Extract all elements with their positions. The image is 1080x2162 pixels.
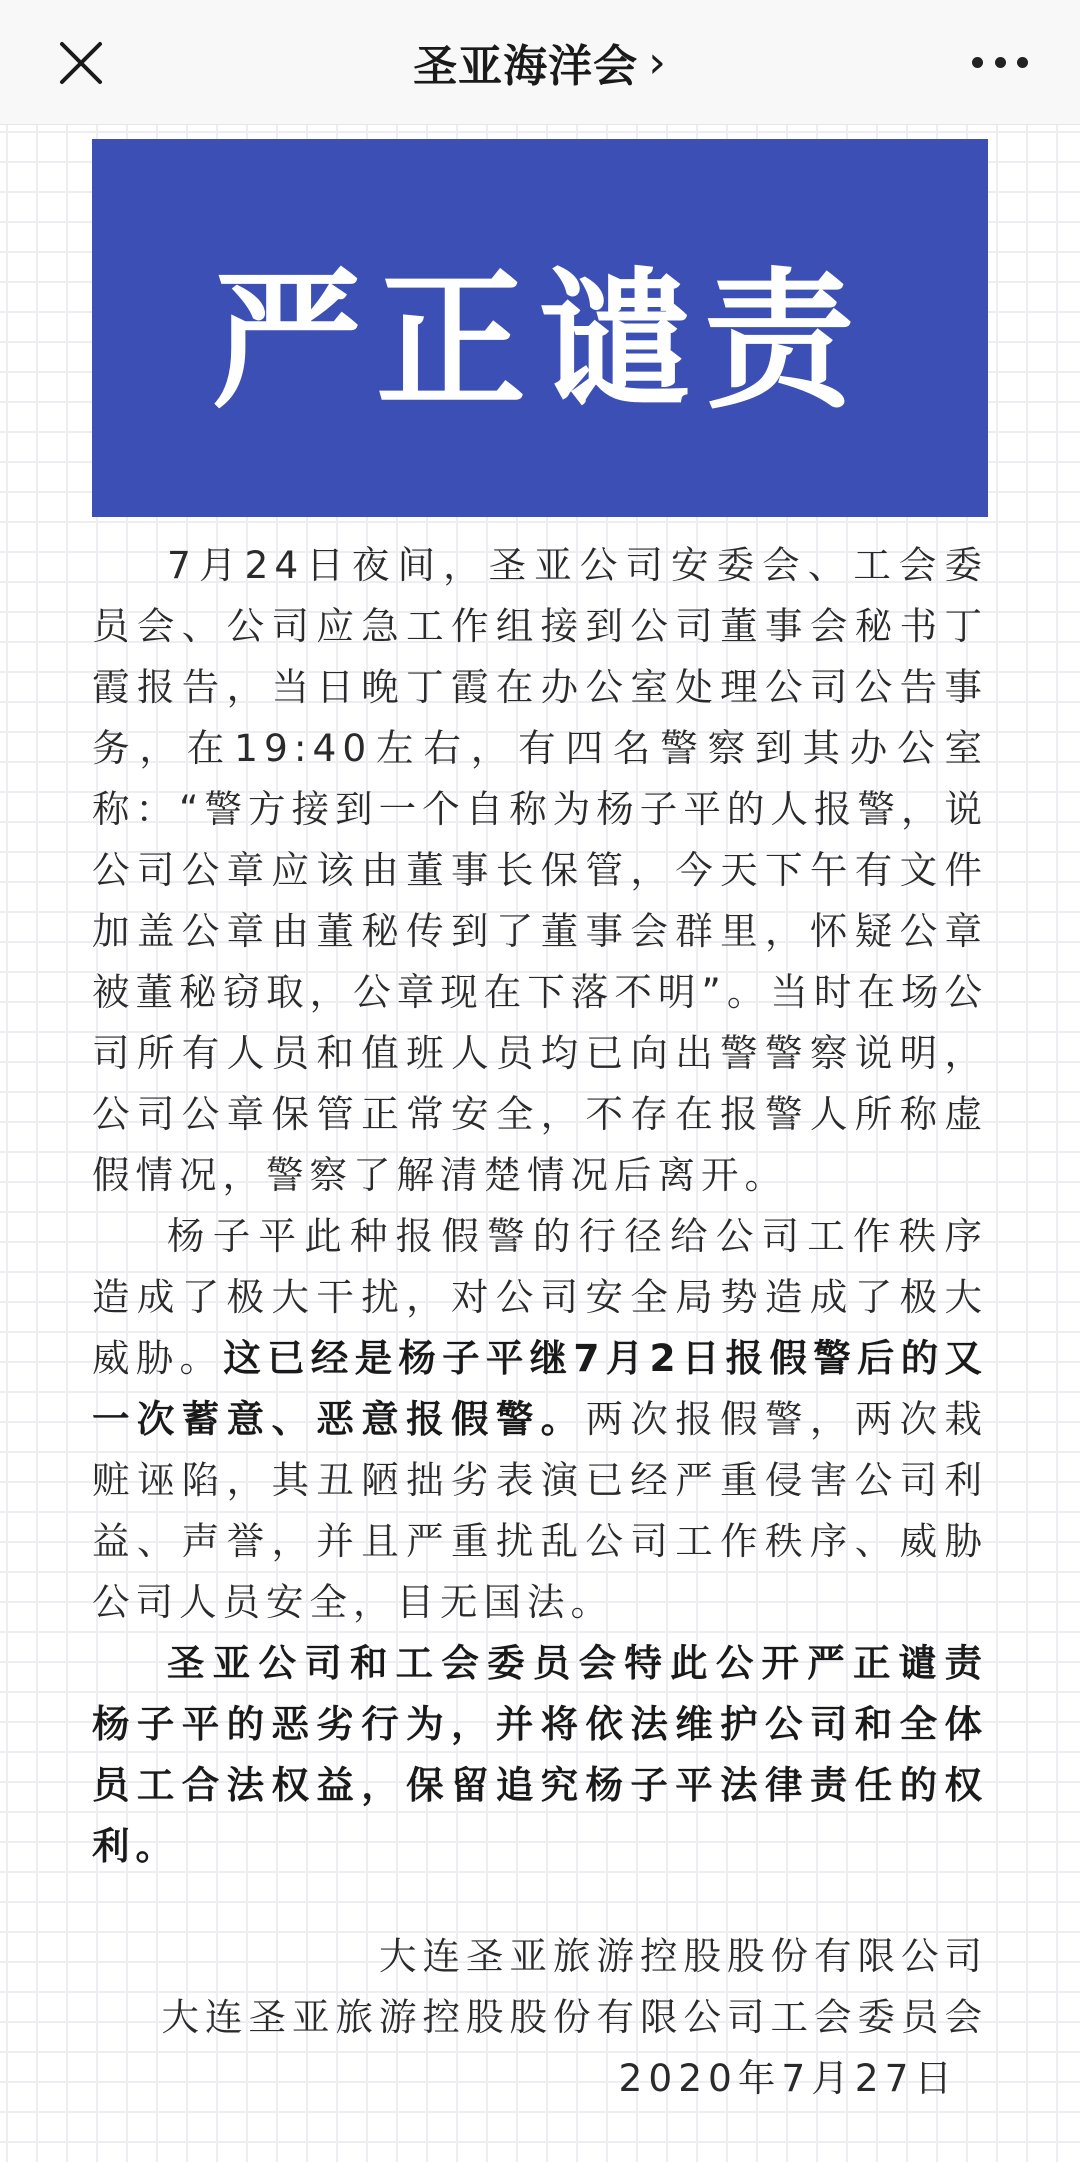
headline-banner (92, 139, 988, 517)
paragraph-3 (92, 1633, 988, 1877)
signature-date: 2020年7月27日 (618, 2056, 958, 2100)
banner-title: 严正谴责 (211, 255, 868, 429)
paragraph-2-text-b: 两次报假警，两次栽赃诬陷，其丑陋拙劣表演已经严重侵害公司利益、声誉，并且严重扰乱公司工作秩序、威胁公司人员安全，目无国法。 (92, 1397, 989, 1624)
chevron-right-icon: › (648, 36, 667, 88)
signature-union: 大连圣亚旅游控股股份有限公司工会委员会 (161, 1995, 988, 2039)
signature-company: 大连圣亚旅游控股股份有限公司 (379, 1934, 988, 1978)
paragraph-2 (92, 1206, 988, 1633)
paragraph-3-bold: 圣亚公司和工会委员会特此公开严正谴责杨子平的恶劣行为，并将依法维护公司和全体员工合法权益，保留追究杨子平法律责任的权利。 (92, 1641, 988, 1868)
paragraph-2-text-a: 杨子平此种报假警的行径给公司工作秩序造成了极大干扰，对公司安全局势造成了极大威胁。 (92, 1214, 988, 1380)
paragraph-1: 7月24日夜间，圣亚公司安委会、工会委员会、公司应急工作组接到公司董事会秘书丁霞报告，当日晚丁霞在办公室处理公司公告事务，在19:40左右，有四名警察到其办公室称：“警方接到一个自称为杨子平的人报警，说公司公章应该由董事长保管，今天下午有文件加盖公章由董秘传到了董事会群里，怀疑公章被董秘窃取，公章现在下落不明”。当时在场公司所有人员和值班人员均已向出警警察说明，公司公章保管正常安全，不存在报警人所称虚假情况，警察了解清楚情况后离开。 (92, 543, 988, 1197)
article-body (92, 535, 988, 1877)
paragraph-2-bold: 这已经是杨子平继7月2日报假警后的又一次蓄意、恶意报假警。 (92, 1336, 988, 1441)
account-title-link[interactable] (0, 0, 1080, 124)
signature-block (162, 1926, 989, 2109)
account-name: 圣亚海洋会 (413, 41, 639, 92)
navigation-bar (0, 0, 1080, 125)
more-dots-icon[interactable] (972, 52, 1028, 72)
